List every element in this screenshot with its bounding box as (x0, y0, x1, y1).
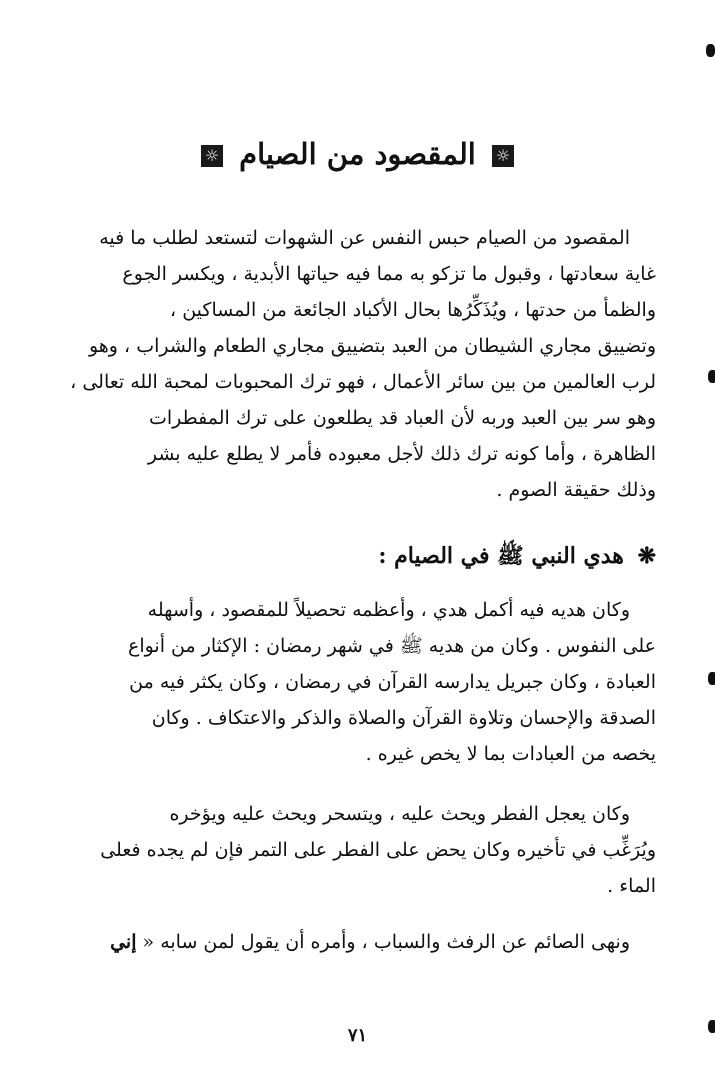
text-line: على النفوس . وكان من هديه ﷺ في شهر رمضان : الإكثار من أنواع (127, 635, 656, 657)
text-line: لرب العالمين من بين سائر الأعمال ، فهو ترك المحبوبات لمحبة الله تعالى ، (70, 371, 656, 393)
margin-mark (706, 44, 715, 57)
text-line: وتضييق مجاري الشيطان من العبد بتضييق مجاري الطعام والشراب ، وهو (88, 335, 656, 357)
text-line: العبادة ، وكان جبريل يدارسه القرآن في رمضان ، وكان يكثر فيه من (129, 671, 656, 693)
title-text: المقصود من الصيام (239, 137, 476, 171)
text-line (64, 924, 656, 960)
margin-mark (708, 370, 715, 383)
sun-ornament-icon: ☼ (201, 145, 223, 167)
margin-mark (708, 1020, 715, 1033)
text-line-part: ونهى الصائم عن الرفث والسباب ، وأمره أن يقول لمن سابه « (142, 931, 630, 953)
text-line: غاية سعادتها ، وقبول ما تزكو به مما فيه حياتها الأبدية ، ويكسر الجوع (122, 263, 656, 285)
text-line: وكان يعجل الفطر ويحث عليه ، ويتسحر ويحث عليه ويؤخره (169, 803, 630, 825)
section-heading (64, 538, 656, 574)
paragraph-prohibition (64, 924, 656, 960)
text-line: الصدقة والإحسان وتلاوة القرآن والصلاة والذكر والاعتكاف . وكان (151, 707, 656, 729)
paragraph-prophet-guidance (64, 592, 656, 772)
text-line: المقصود من الصيام حبس النفس عن الشهوات لتستعد لطلب ما فيه (99, 227, 630, 249)
paragraph-purpose-of-fasting (64, 220, 656, 508)
page-title (0, 134, 715, 174)
page-number: ٧١ (347, 1025, 368, 1046)
star-ornament-icon: ❋ (637, 543, 656, 569)
bold-phrase: إني (110, 931, 137, 953)
margin-mark (708, 672, 715, 685)
text-line: الماء . (607, 875, 656, 897)
paragraph-iftar-suhur (64, 796, 656, 904)
text-line: ويُرَغِّب في تأخيره وكان يحض على الفطر على التمر فإن لم يجده فعلى (100, 839, 656, 861)
text-line: الظاهرة ، وأما كونه ترك ذلك لأجل معبوده فأمر لا يطلع عليه بشر (147, 443, 656, 465)
text-line: والظمأ من حدتها ، ويُذَكِّرُها بحال الأكباد الجائعة من المساكين ، (170, 299, 656, 321)
text-line: وذلك حقيقة الصوم . (496, 479, 656, 501)
text-line: وهو سر بين العبد وربه لأن العباد قد يطلعون على ترك المفطرات (148, 407, 656, 429)
sun-ornament-icon: ☼ (492, 145, 514, 167)
text-line: وكان هديه فيه أكمل هدي ، وأعظمه تحصيلاً للمقصود ، وأسهله (147, 599, 630, 621)
section-heading-text: هدي النبي ﷺ في الصيام : (378, 543, 624, 569)
text-line: يخصه من العبادات بما لا يخص غيره . (365, 743, 656, 765)
